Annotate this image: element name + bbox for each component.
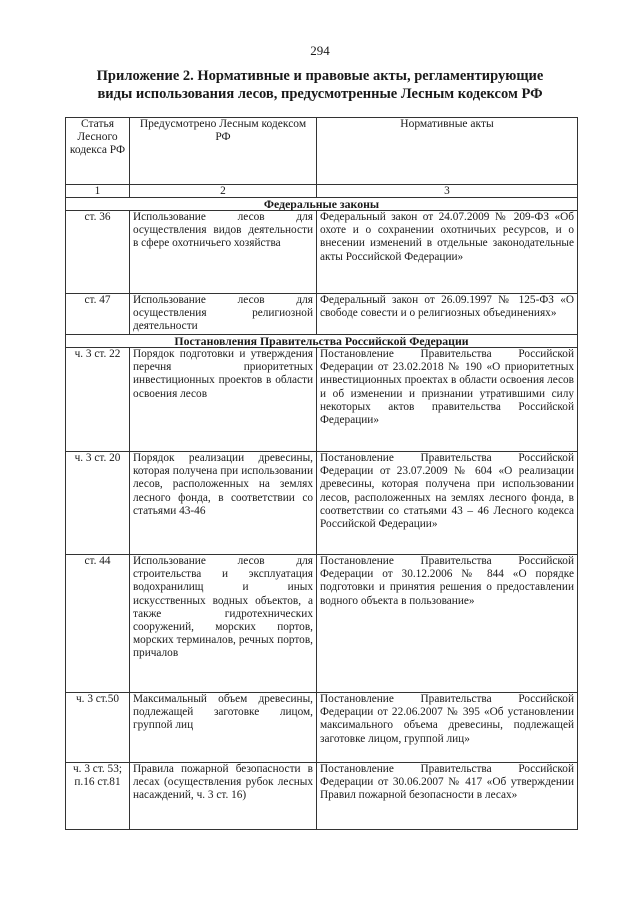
- provision-cell: Использование лесов для осуществления религиозной деятельности: [130, 294, 317, 335]
- provision-cell: Использование лесов для осуществления видов деятельности в сфере охотничьего хозяйства: [130, 211, 317, 294]
- provision-cell: Правила пожарной безопасности в лесах (осуществления рубок лесных насаждений, ч. 3 ст. 16): [130, 763, 317, 830]
- header-provision: Предусмотрено Лесным кодексом РФ: [130, 118, 317, 185]
- provision-cell: Максимальный объем древесины, подлежащей заготовке лицом, группой лиц: [130, 693, 317, 763]
- header-row: [66, 118, 578, 185]
- article-cell: ч. 3 ст. 22: [66, 348, 130, 452]
- act-cell: Постановление Правительства Российской Федерации от 30.06.2007 № 417 «Об утверждении Правил пожарной безопасности в лесах»: [317, 763, 578, 830]
- article-cell: ст. 47: [66, 294, 130, 335]
- table-row: [66, 294, 578, 335]
- page-number: 294: [310, 43, 330, 58]
- table-row: [66, 211, 578, 294]
- title-line-2: виды использования лесов, предусмотренные Лесным кодексом РФ: [97, 86, 543, 102]
- section-row-federal-laws: [66, 198, 578, 211]
- act-cell: Постановление Правительства Российской Федерации от 30.12.2006 № 844 «О порядке подготовки и принятия решения о предоставлении водного объекта в пользование»: [317, 555, 578, 693]
- act-cell: Федеральный закон от 24.07.2009 № 209-ФЗ «Об охоте и о сохранении охотничьих ресурсов, и о внесении изменений в отдельные законодательные акты Российской Федерации»: [317, 211, 578, 294]
- article-cell: ст. 36: [66, 211, 130, 294]
- table-row: [66, 763, 578, 830]
- article-cell: ч. 3 ст. 20: [66, 452, 130, 555]
- article-cell: ч. 3 ст.50: [66, 693, 130, 763]
- provision-cell: Порядок подготовки и утверждения перечня приоритетных инвестиционных проектов в области освоения лесов: [130, 348, 317, 452]
- column-number: 2: [130, 185, 317, 198]
- header-article: Статья Лесного кодекса РФ: [66, 118, 130, 185]
- provision-cell: Порядок реализации древесины, которая получена при использовании лесов, расположенных на землях лесного фонда, в соответствии со статьями 43-46: [130, 452, 317, 555]
- act-cell: Постановление Правительства Российской Федерации от 23.07.2009 № 604 «О реализации древесины, которая получена при использовании лесов, расположенных на землях лесного фонда, в соответствии со статьями 43 – 46 Лесного кодекса Российской Федерации»: [317, 452, 578, 555]
- table-row: [66, 555, 578, 693]
- title-line-1: Приложение 2. Нормативные и правовые акты, регламентирующие: [96, 68, 544, 84]
- normative-acts-table: [65, 117, 578, 830]
- table-row: [66, 348, 578, 452]
- page-title: [60, 67, 580, 103]
- table-row: [66, 452, 578, 555]
- table-row: [66, 693, 578, 763]
- header-acts: Нормативные акты: [317, 118, 578, 185]
- section-title: Федеральные законы: [66, 198, 578, 211]
- provision-cell: Использование лесов для строительства и эксплуатация водохранилищ и иных искусственных водных объектов, а также гидротехнических сооружений, морских портов, морских терминалов, речных портов, причалов: [130, 555, 317, 693]
- column-number: 1: [66, 185, 130, 198]
- column-numbers-row: [66, 185, 578, 198]
- article-cell: ч. 3 ст. 53; п.16 ст.81: [66, 763, 130, 830]
- section-title: Постановления Правительства Российской Федерации: [66, 335, 578, 348]
- section-row-government-decrees: [66, 335, 578, 348]
- column-number: 3: [317, 185, 578, 198]
- act-cell: Постановление Правительства Российской Федерации от 23.02.2018 № 190 «О приоритетных инвестиционных проектах в области освоения лесов и об изменении и признании утратившими силу некоторых актов правительства Российской Федерации»: [317, 348, 578, 452]
- act-cell: Постановление Правительства Российской Федерации от 22.06.2007 № 395 «Об установлении максимального объема древесины, подлежащей заготовке лицом, группой лиц»: [317, 693, 578, 763]
- act-cell: Федеральный закон от 26.09.1997 № 125-ФЗ «О свободе совести и о религиозных объединениях»: [317, 294, 578, 335]
- article-cell: ст. 44: [66, 555, 130, 693]
